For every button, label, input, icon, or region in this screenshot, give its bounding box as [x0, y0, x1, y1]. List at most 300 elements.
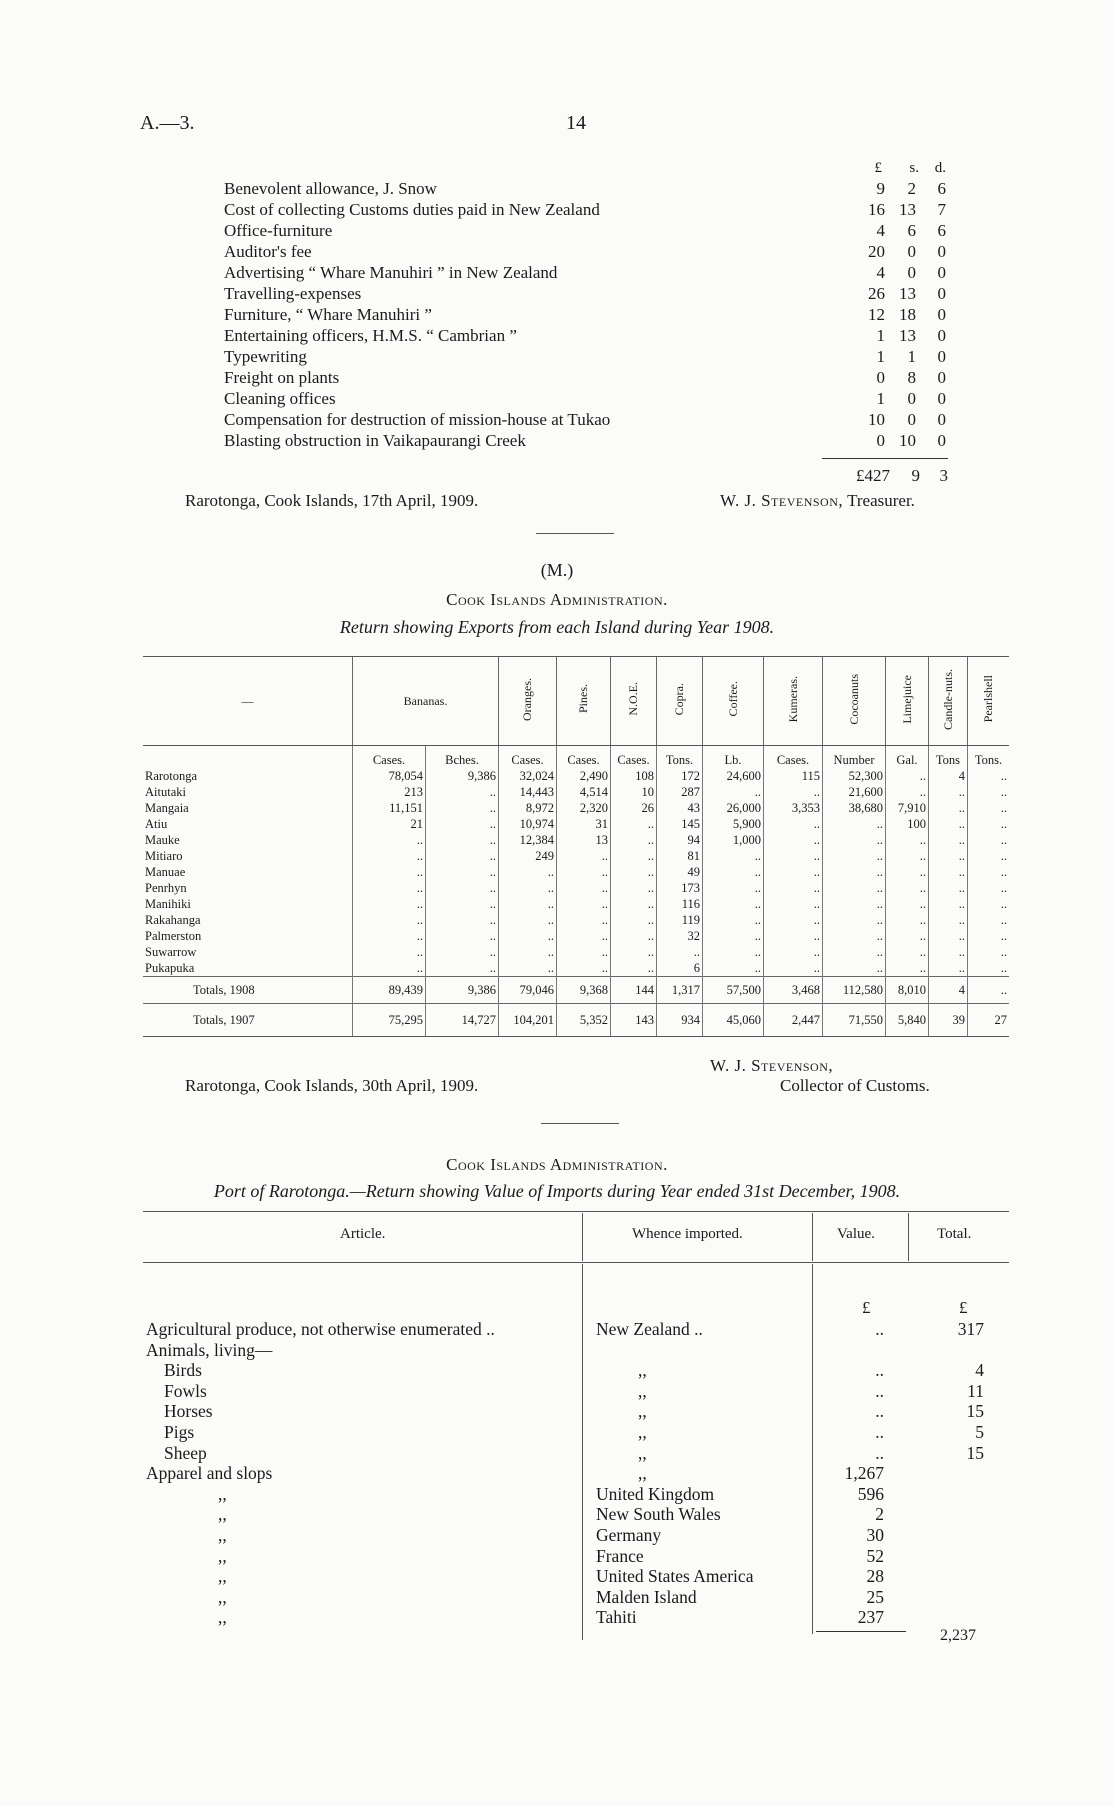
- expenditure-item-shillings: 0: [907, 242, 916, 261]
- export-cell: ..: [611, 960, 657, 977]
- import-total: 317: [957, 1319, 984, 1339]
- imports-header-rule: [143, 1262, 1009, 1263]
- export-cell: ..: [968, 944, 1010, 960]
- export-cell: 172: [657, 768, 703, 784]
- export-cell: ..: [929, 880, 968, 896]
- section-divider-2: [541, 1123, 619, 1124]
- island-row: [143, 896, 1009, 912]
- export-cell: 21,600: [823, 784, 886, 800]
- totals-label: Totals, 1907: [143, 1004, 353, 1037]
- export-cell: ..: [823, 864, 886, 880]
- import-whence: New South Wales: [596, 1504, 721, 1525]
- import-row: [146, 1319, 984, 1339]
- import-article: ,,: [218, 1483, 227, 1504]
- expenditure-item-label: Furniture, “ Whare Manuhiri ”: [224, 305, 432, 324]
- export-cell: ..: [764, 880, 823, 896]
- import-article: Animals, living—: [146, 1339, 273, 1360]
- export-cell: ..: [764, 816, 823, 832]
- island-name: Atiu: [145, 817, 168, 831]
- export-cell: ..: [353, 896, 426, 912]
- island-name: Pukapuka: [145, 961, 195, 975]
- export-cell: ..: [929, 912, 968, 928]
- expenditure-item-shillings: 18: [899, 305, 916, 324]
- expenditure-item: [224, 388, 946, 409]
- export-cell: ..: [929, 864, 968, 880]
- expenditure-item: [224, 304, 946, 325]
- export-cell: ..: [703, 912, 764, 928]
- import-row: [146, 1422, 984, 1442]
- export-cell: ..: [968, 864, 1010, 880]
- export-cell: ..: [353, 912, 426, 928]
- expenditure-item: [224, 409, 946, 430]
- export-cell: ..: [764, 928, 823, 944]
- column-cocoanuts: Cocoanuts: [823, 657, 886, 746]
- export-cell: ..: [557, 896, 611, 912]
- export-cell: ..: [353, 960, 426, 977]
- import-row: [146, 1463, 984, 1483]
- expenditure-item: [224, 325, 946, 346]
- header-total: Total.: [937, 1226, 972, 1242]
- island-name: Manihiki: [145, 897, 191, 911]
- import-value: ..: [875, 1360, 884, 1381]
- island-name: Rakahanga: [145, 913, 201, 927]
- import-total: 11: [967, 1380, 984, 1401]
- unit-label: Tons.: [657, 746, 703, 769]
- export-cell: ..: [823, 960, 886, 977]
- export-cell: ..: [823, 928, 886, 944]
- total-cell: 112,580: [823, 977, 886, 1004]
- island-name: Aitutaki: [145, 785, 186, 799]
- export-cell: ..: [764, 896, 823, 912]
- export-cell: ..: [764, 944, 823, 960]
- export-cell: ..: [886, 864, 929, 880]
- total-cell: 75,295: [353, 1004, 426, 1037]
- import-whence: ,,: [638, 1360, 647, 1381]
- column-candlenuts: Candle-nuts.: [929, 657, 968, 746]
- expenditure-item: [224, 241, 946, 262]
- export-cell: ..: [611, 848, 657, 864]
- export-cell: 4: [929, 768, 968, 784]
- total-cell: 39: [929, 1004, 968, 1037]
- exports-signature: [710, 1056, 833, 1076]
- expenditure-item: [224, 199, 946, 220]
- unit-label: Bches.: [426, 746, 499, 769]
- expenditure-item: [224, 220, 946, 241]
- export-cell: 81: [657, 848, 703, 864]
- expenditure-item-label: Cleaning offices: [224, 389, 336, 408]
- export-cell: ..: [557, 880, 611, 896]
- expenditure-total-rule: [822, 458, 948, 459]
- totals-label: Totals, 1908: [143, 977, 353, 1004]
- import-row: [146, 1546, 984, 1566]
- import-article: Fowls: [164, 1380, 207, 1401]
- import-row: [146, 1443, 984, 1463]
- export-cell: ..: [929, 784, 968, 800]
- export-cell: 32: [657, 928, 703, 944]
- total-shillings: 9: [911, 466, 920, 485]
- exports-place-date: Rarotonga, Cook Islands, 30th April, 1909.: [185, 1076, 479, 1095]
- total-cell: 143: [611, 1004, 657, 1037]
- total-cell: 89,439: [353, 977, 426, 1004]
- expenditure-item-label: Typewriting: [224, 347, 307, 366]
- export-cell: ..: [557, 944, 611, 960]
- treasurer-title: Treasurer.: [847, 491, 915, 510]
- export-cell: ..: [703, 896, 764, 912]
- unit-label: Number: [823, 746, 886, 769]
- export-cell: ..: [499, 864, 557, 880]
- total-cell: 4: [929, 977, 968, 1004]
- shillings-header: s.: [909, 160, 919, 176]
- export-cell: ..: [703, 928, 764, 944]
- island-name: Mangaia: [145, 801, 189, 815]
- unit-label: Tons.: [968, 746, 1010, 769]
- export-cell: ..: [426, 880, 499, 896]
- island-row: [143, 848, 1009, 864]
- column-coffee: Coffee.: [703, 657, 764, 746]
- import-value: 1,267: [844, 1463, 884, 1484]
- import-whence: Tahiti: [596, 1607, 637, 1628]
- export-cell: ..: [426, 896, 499, 912]
- export-cell: 52,300: [823, 768, 886, 784]
- export-cell: ..: [426, 816, 499, 832]
- import-row: [146, 1525, 984, 1545]
- expenditure-item-pounds: 1: [876, 389, 885, 408]
- expenditure-item-shillings: 6: [907, 221, 916, 240]
- section-divider: [536, 533, 614, 534]
- expenditure-item-pounds: 20: [868, 242, 885, 261]
- export-cell: ..: [499, 928, 557, 944]
- import-article: ,,: [218, 1545, 227, 1566]
- export-cell: 4,514: [557, 784, 611, 800]
- expenditure-item-pounds: 9: [876, 179, 885, 198]
- export-cell: ..: [353, 880, 426, 896]
- export-cell: 11,151: [353, 800, 426, 816]
- import-whence: ,,: [638, 1442, 647, 1463]
- export-cell: 5,900: [703, 816, 764, 832]
- expenditure-item: [224, 346, 946, 367]
- export-cell: 2,320: [557, 800, 611, 816]
- import-whence: ,,: [638, 1463, 647, 1484]
- import-whence: Germany: [596, 1525, 662, 1545]
- export-cell: 7,910: [886, 800, 929, 816]
- expenditure-item-label: Freight on plants: [224, 368, 340, 387]
- export-cell: 100: [886, 816, 929, 832]
- import-value: 237: [857, 1607, 884, 1628]
- export-cell: 14,443: [499, 784, 557, 800]
- unit-label: Cases.: [764, 746, 823, 769]
- import-value: 596: [857, 1483, 884, 1504]
- export-cell: ..: [611, 816, 657, 832]
- import-whence: ,,: [638, 1401, 647, 1422]
- island-row: [143, 832, 1009, 848]
- unit-label: Cases.: [353, 746, 426, 769]
- export-cell: ..: [426, 864, 499, 880]
- export-cell: ..: [823, 880, 886, 896]
- import-article: Birds: [164, 1360, 202, 1381]
- export-cell: ..: [611, 832, 657, 848]
- import-value: 52: [866, 1545, 884, 1566]
- export-cell: ..: [764, 960, 823, 977]
- export-cell: ..: [823, 896, 886, 912]
- import-value: ..: [875, 1442, 884, 1463]
- export-cell: ..: [353, 832, 426, 848]
- expenditure-item-shillings: 13: [899, 200, 916, 219]
- expenditure-item-label: Cost of collecting Customs duties paid in New Zealand: [224, 200, 600, 219]
- export-cell: ..: [499, 944, 557, 960]
- import-row: [146, 1504, 984, 1524]
- export-cell: 24,600: [703, 768, 764, 784]
- import-article: ,,: [218, 1566, 227, 1587]
- export-cell: ..: [929, 960, 968, 977]
- total-cell: 934: [657, 1004, 703, 1037]
- page-ref: A.—3.: [140, 112, 195, 134]
- import-row: [146, 1566, 984, 1586]
- export-cell: ..: [426, 784, 499, 800]
- expenditure-item: [224, 283, 946, 304]
- export-cell: 31: [557, 816, 611, 832]
- apparel-subtotal-rule: [816, 1631, 906, 1632]
- expenditure-item-pounds: 0: [876, 431, 885, 450]
- expenditure-item-label: Benevolent allowance, J. Snow: [224, 179, 437, 198]
- export-cell: ..: [968, 880, 1010, 896]
- export-cell: 10: [611, 784, 657, 800]
- island-row: [143, 784, 1009, 800]
- export-cell: 26: [611, 800, 657, 816]
- export-cell: ..: [353, 928, 426, 944]
- island-name: Rarotonga: [145, 769, 198, 783]
- export-cell: ..: [886, 832, 929, 848]
- export-cell: ..: [353, 864, 426, 880]
- export-cell: ..: [557, 848, 611, 864]
- import-row: [146, 1607, 984, 1627]
- export-cell: ..: [499, 896, 557, 912]
- export-cell: ..: [968, 816, 1010, 832]
- export-cell: 213: [353, 784, 426, 800]
- export-cell: ..: [426, 912, 499, 928]
- unit-label: Lb.: [703, 746, 764, 769]
- import-value: 2: [875, 1504, 884, 1525]
- import-whence: France: [596, 1545, 644, 1566]
- column-kumeras: Kumeras.: [764, 657, 823, 746]
- exports-header-row: [143, 657, 1009, 746]
- export-cell: 43: [657, 800, 703, 816]
- export-cell: ..: [968, 768, 1010, 784]
- expenditure-item: [224, 262, 946, 283]
- import-article: ,,: [218, 1607, 227, 1628]
- export-cell: ..: [499, 912, 557, 928]
- total-cell: 71,550: [823, 1004, 886, 1037]
- import-whence: United States America: [596, 1566, 754, 1587]
- island-row: [143, 912, 1009, 928]
- island-name: Mitiaro: [145, 849, 183, 863]
- total-cell: 5,352: [557, 1004, 611, 1037]
- expenditure-item-pence: 0: [937, 410, 946, 429]
- import-total: 4: [975, 1360, 984, 1381]
- island-name: Manuae: [145, 865, 186, 879]
- total-cell: 3,468: [764, 977, 823, 1004]
- expenditure-item-shillings: 0: [907, 389, 916, 408]
- expenditure-item-shillings: 1: [907, 347, 916, 366]
- export-cell: 145: [657, 816, 703, 832]
- expenditure-signature: [720, 491, 915, 511]
- total-cell: ..: [968, 977, 1010, 1004]
- export-cell: 108: [611, 768, 657, 784]
- imports-title: Port of Rarotonga.—Return showing Value of Imports during Year ended 31st December, 1908.: [213, 1181, 901, 1201]
- import-article: ,,: [218, 1586, 227, 1607]
- export-cell: ..: [968, 896, 1010, 912]
- export-cell: 21: [353, 816, 426, 832]
- import-value: ..: [875, 1380, 884, 1401]
- import-value: ..: [875, 1319, 884, 1339]
- import-whence: United Kingdom: [596, 1483, 715, 1504]
- expenditure-place-date: Rarotonga, Cook Islands, 17th April, 1909.: [185, 491, 479, 510]
- expenditure-item-label: Office-furniture: [224, 221, 333, 240]
- imports-vline-1: [582, 1213, 583, 1261]
- export-cell: ..: [968, 784, 1010, 800]
- header-whence: Whence imported.: [632, 1226, 743, 1242]
- export-cell: 249: [499, 848, 557, 864]
- export-cell: 8,972: [499, 800, 557, 816]
- expenditure-item-pounds: 16: [868, 200, 885, 219]
- export-cell: ..: [657, 944, 703, 960]
- export-cell: 116: [657, 896, 703, 912]
- export-cell: ..: [929, 928, 968, 944]
- export-cell: 78,054: [353, 768, 426, 784]
- pence-header: d.: [934, 160, 946, 176]
- expenditure-item-pounds: 1: [876, 347, 885, 366]
- expenditure-item-pence: 0: [937, 431, 946, 450]
- export-cell: ..: [886, 896, 929, 912]
- expenditure-item-pence: 6: [937, 179, 946, 198]
- header-value: Value.: [837, 1226, 875, 1242]
- import-total: 15: [966, 1442, 984, 1463]
- island-name: Mauke: [145, 833, 180, 847]
- export-cell: ..: [611, 880, 657, 896]
- export-cell: ..: [557, 960, 611, 977]
- import-whence: ,,: [638, 1422, 647, 1442]
- export-cell: ..: [557, 864, 611, 880]
- expenditure-item-shillings: 0: [907, 263, 916, 282]
- total-cell: 27: [968, 1004, 1010, 1037]
- export-cell: ..: [823, 944, 886, 960]
- export-cell: ..: [886, 928, 929, 944]
- export-cell: ..: [703, 784, 764, 800]
- expenditure-item-shillings: 2: [907, 179, 916, 198]
- collector-title: Collector of Customs.: [780, 1076, 930, 1095]
- unit-label: Cases.: [557, 746, 611, 769]
- import-value: ..: [875, 1422, 884, 1442]
- expenditure-item-shillings: 13: [899, 326, 916, 345]
- export-cell: ..: [968, 848, 1010, 864]
- expenditure-item-pounds: 4: [876, 263, 885, 282]
- island-row: [143, 800, 1009, 816]
- import-article: Horses: [164, 1401, 213, 1422]
- export-cell: ..: [968, 832, 1010, 848]
- imports-vline-3: [908, 1213, 909, 1261]
- import-row: [146, 1360, 984, 1380]
- export-cell: ..: [703, 960, 764, 977]
- import-value: ..: [875, 1401, 884, 1422]
- expenditure-item-shillings: 13: [899, 284, 916, 303]
- expenditure-item: [224, 430, 946, 451]
- export-cell: ..: [703, 880, 764, 896]
- total-cell: 5,840: [886, 1004, 929, 1037]
- import-article: ,,: [218, 1504, 227, 1525]
- export-cell: ..: [426, 928, 499, 944]
- island-row: [143, 928, 1009, 944]
- export-cell: ..: [499, 880, 557, 896]
- export-cell: ..: [764, 784, 823, 800]
- export-cell: ..: [426, 832, 499, 848]
- export-cell: ..: [929, 848, 968, 864]
- collector-name: W. J. Stevenson,: [710, 1056, 834, 1075]
- export-cell: ..: [426, 944, 499, 960]
- expenditure-item: [224, 178, 946, 199]
- expenditure-item-pence: 0: [937, 368, 946, 387]
- export-cell: 32,024: [499, 768, 557, 784]
- expenditure-item-label: Compensation for destruction of mission-house at Tukao: [224, 410, 611, 429]
- totals-1907-row: [143, 1004, 1009, 1037]
- export-cell: 13: [557, 832, 611, 848]
- total-cell: 2,447: [764, 1004, 823, 1037]
- export-cell: ..: [823, 912, 886, 928]
- exports-admin-heading: Cook Islands Administration.: [446, 590, 668, 609]
- export-cell: ..: [764, 832, 823, 848]
- export-cell: ..: [611, 912, 657, 928]
- island-row: [143, 944, 1009, 960]
- export-cell: ..: [764, 864, 823, 880]
- expenditure-item-pence: 0: [937, 389, 946, 408]
- import-article: Pigs: [164, 1422, 195, 1442]
- apparel-total: 2,237: [940, 1627, 976, 1644]
- total-pounds: £427: [856, 466, 890, 485]
- island-column-header: —: [143, 657, 353, 746]
- units-row: [143, 746, 1009, 769]
- expenditure-item-pounds: 1: [876, 326, 885, 345]
- export-cell: ..: [426, 960, 499, 977]
- export-cell: ..: [968, 960, 1010, 977]
- export-cell: 94: [657, 832, 703, 848]
- island-row: [143, 768, 1009, 784]
- export-cell: ..: [764, 848, 823, 864]
- export-cell: 38,680: [823, 800, 886, 816]
- island-row: [143, 816, 1009, 832]
- expenditure-item-pounds: 12: [868, 305, 885, 324]
- export-cell: 115: [764, 768, 823, 784]
- export-cell: 6: [657, 960, 703, 977]
- import-row: [146, 1587, 984, 1607]
- expenditure-item-pence: 0: [937, 242, 946, 261]
- export-cell: ..: [886, 880, 929, 896]
- export-cell: ..: [886, 944, 929, 960]
- column-noe: N.O.E.: [611, 657, 657, 746]
- export-cell: 49: [657, 864, 703, 880]
- total-cell: 1,317: [657, 977, 703, 1004]
- column-oranges: Oranges.: [499, 657, 557, 746]
- expenditure-item-label: Advertising “ Whare Manuhiri ” in New Zealand: [224, 263, 558, 282]
- imports-vline-2: [812, 1213, 813, 1261]
- import-row: [146, 1381, 984, 1401]
- import-whence: New Zealand ..: [596, 1319, 703, 1339]
- expenditure-item-pence: 7: [937, 200, 946, 219]
- totals-1908-row: [143, 977, 1009, 1004]
- export-cell: ..: [353, 944, 426, 960]
- exports-label: (M.): [540, 560, 574, 580]
- exports-title: Return showing Exports from each Island during Year 1908.: [339, 617, 775, 637]
- export-cell: ..: [764, 912, 823, 928]
- page-number: 14: [566, 112, 586, 134]
- export-cell: ..: [929, 896, 968, 912]
